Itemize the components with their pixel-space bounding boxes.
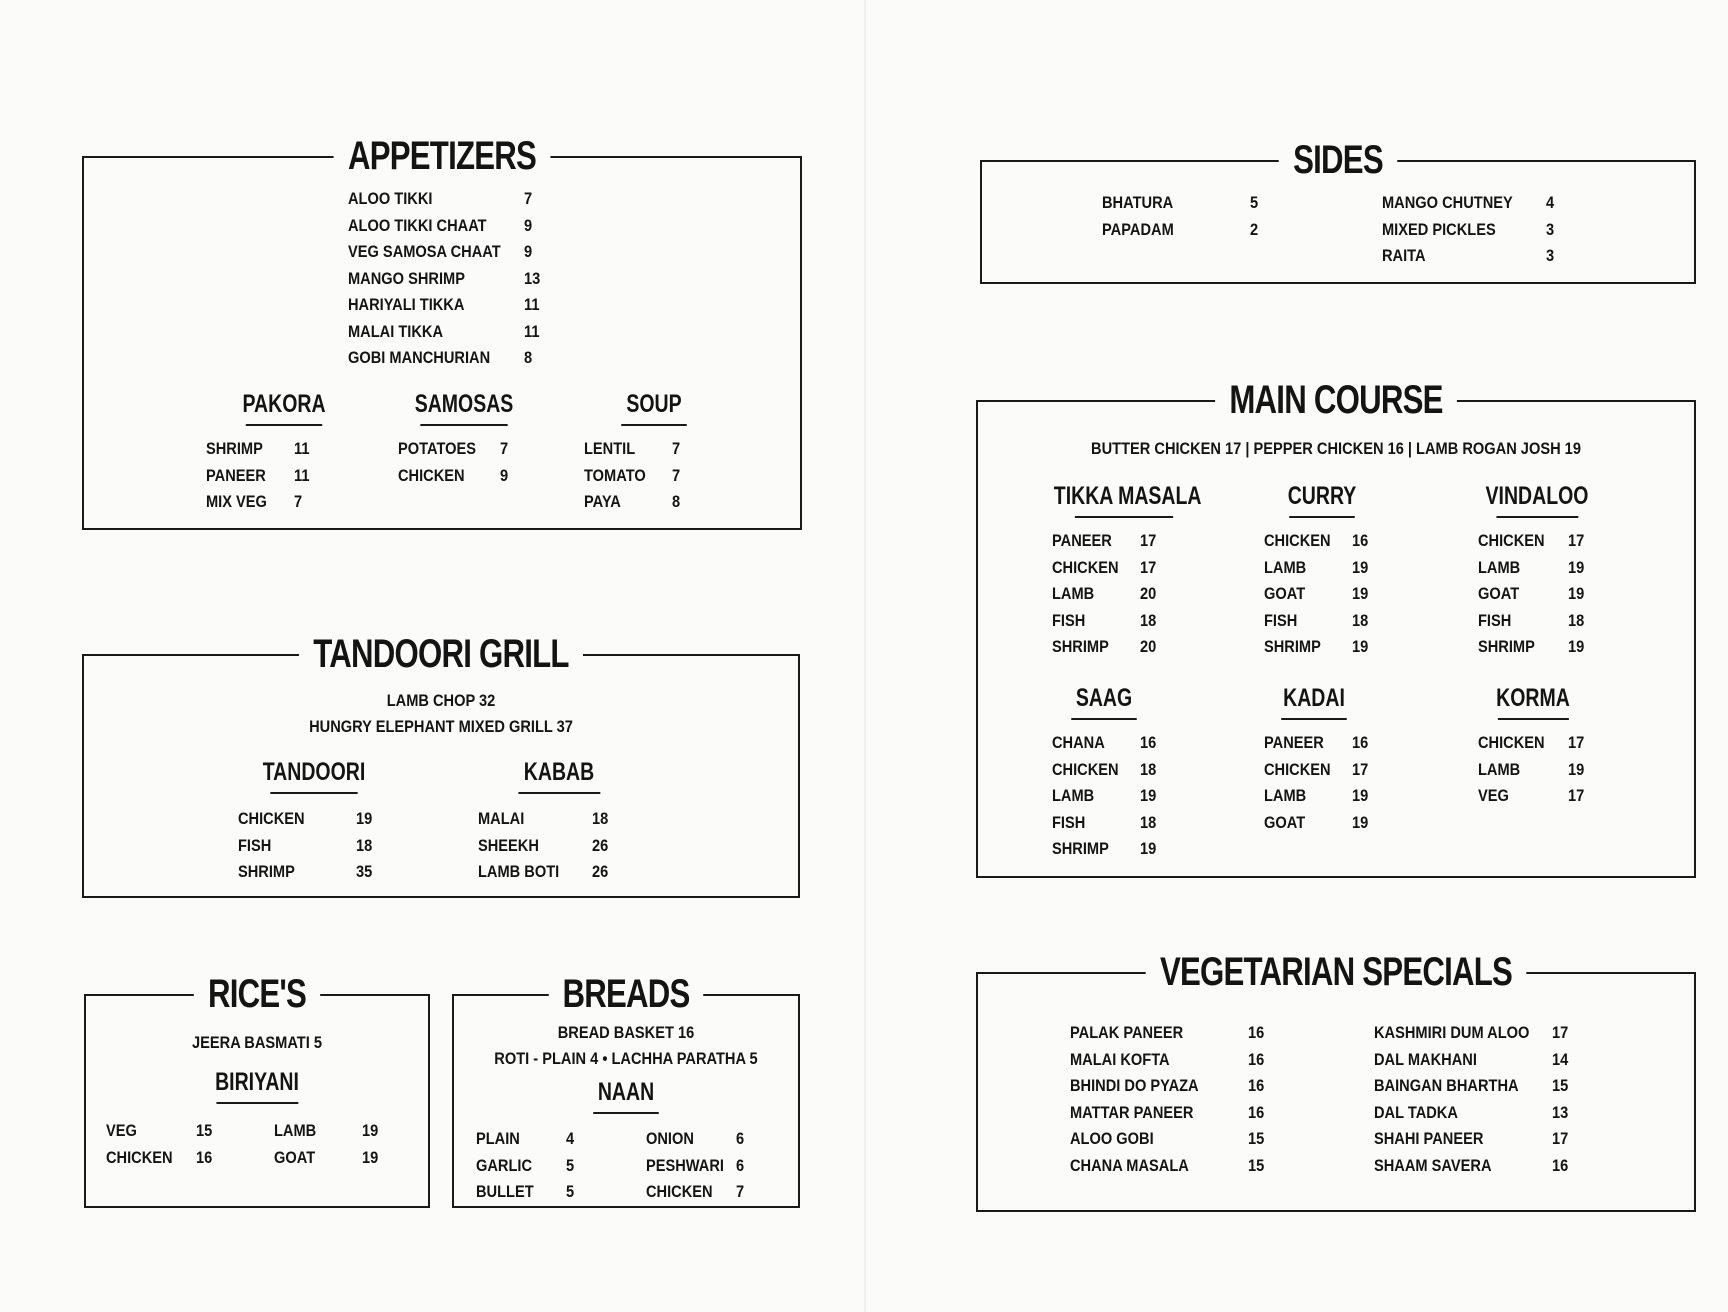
menu-item-price: 26 [592,862,609,881]
menu-item-name: GOAT [1478,584,1520,603]
menu-item-name: PANEER [206,465,266,485]
menu-item-price: 2 [1250,219,1259,239]
naan-heading: NAAN [579,1080,673,1114]
menu-item-price: 3 [1546,246,1555,265]
menu-item-name: SHRIMP [1052,839,1109,858]
menu-item-price: 19 [1568,759,1585,779]
menu-item-price: 17 [1140,557,1157,577]
menu-item-price: 17 [1352,759,1369,779]
menu-item-name: MATTAR PANEER [1070,1102,1194,1122]
menu-item-name: BHINDI DO PYAZA [1070,1076,1199,1095]
menu-item-name: LAMB [1052,786,1095,805]
menu-item-price: 20 [1140,637,1157,656]
sides-section [980,138,1696,284]
main-course-featured-line: BUTTER CHICKEN 17 | PEPPER CHICKEN 16 | LAMB ROGAN JOSH 19 [1091,439,1581,458]
menu-item-name: KASHMIRI DUM ALOO [1374,1023,1530,1042]
menu-item-name: ALOO TIKKI [348,189,433,208]
menu-item-name: CHICKEN [1478,531,1545,550]
menu-item-price: 7 [672,439,681,458]
menu-item-name: DAL MAKHANI [1374,1049,1477,1069]
menu-item-price: 18 [592,809,609,828]
menu-item-price: 17 [1568,531,1585,550]
menu-item-name: GOBI MANCHURIAN [348,348,491,367]
menu-item-name: ONION [646,1129,694,1148]
menu-item-name: CHICKEN [238,809,305,828]
menu-item-price: 4 [1546,193,1555,212]
sides-title: SIDES [1060,140,1615,180]
menu-item-name: LAMB [1478,759,1521,779]
menu-item-name: SHRIMP [1478,637,1535,656]
menu-item-name: VEG [1478,786,1509,805]
menu-item-price: 5 [1250,193,1259,212]
menu-item-price: 5 [566,1155,575,1175]
menu-item-name: SHAAM SAVERA [1374,1155,1492,1175]
main-course-title: MAIN COURSE [1057,380,1615,420]
menu-item-price: 19 [362,1147,379,1167]
menu-item-name: SHRIMP [1264,637,1321,656]
menu-item-name: LENTIL [584,439,636,458]
menu-item-price: 19 [356,809,373,828]
menu-item-name: CHICKEN [1478,733,1545,752]
menu-item-price: 18 [1140,812,1157,832]
menu-item-price: 19 [1352,786,1369,805]
menu-item-price: 16 [1248,1076,1265,1095]
menu-item-name: CHICKEN [1264,531,1331,550]
menu-item-name: HARIYALI TIKKA [348,295,465,314]
menu-item-name: MIXED PICKLES [1382,219,1496,239]
menu-item-price: 9 [524,215,533,235]
menu-item-name: LAMB [1264,786,1307,805]
kadai-heading: KADAI [1267,686,1361,720]
menu-item-name: BHATURA [1102,193,1174,212]
tandoori-heading: TANDOORI [252,760,377,794]
menu-item-price: 11 [524,321,540,341]
menu-item-price: 7 [524,189,533,208]
menu-item-name: BAINGAN BHARTHA [1374,1076,1519,1095]
tandoori-grill-title: TANDOORI GRILL [163,634,720,674]
menu-item-price: 16 [1352,733,1369,752]
menu-item-price: 16 [1352,531,1369,550]
mixed-grill-line: HUNGRY ELEPHANT MIXED GRILL 37 [309,717,573,736]
menu-item-name: MALAI KOFTA [1070,1049,1170,1069]
menu-item-price: 3 [1546,219,1555,239]
appetizers-section [82,134,802,530]
menu-item-price: 19 [362,1121,379,1140]
menu-item-name: LAMB [274,1121,317,1140]
menu-item-price: 11 [294,439,310,458]
roti-line: ROTI - PLAIN 4 • LACHHA PARATHA 5 [494,1049,758,1068]
menu-item-name: CHICKEN [398,465,465,485]
menu-item-name: PALAK PANEER [1070,1023,1184,1042]
menu-item-name: TOMATO [584,465,646,485]
menu-item-price: 13 [1552,1102,1569,1122]
menu-item-price: 16 [1140,733,1157,752]
menu-item-price: 4 [566,1129,575,1148]
menu-item-name: PAYA [584,492,621,511]
kabab-heading: KABAB [501,760,618,794]
menu-item-price: 17 [1552,1129,1569,1148]
lamb-chop-line: LAMB CHOP 32 [386,691,496,710]
menu-item-price: 8 [524,348,533,367]
menu-item-price: 15 [1248,1155,1265,1175]
menu-item-price: 7 [672,465,681,485]
menu-item-price: 17 [1568,733,1585,752]
menu-item-name: MALAI TIKKA [348,321,444,341]
korma-heading: KORMA [1482,686,1583,720]
menu-item-price: 19 [1140,786,1157,805]
jeera-basmati-line: JEERA BASMATI 5 [192,1033,322,1052]
menu-item-name: FISH [1264,610,1298,630]
menu-item-price: 19 [1352,584,1369,603]
menu-item-name: VEG [106,1121,137,1140]
menu-item-price: 16 [196,1147,213,1167]
soup-heading: SOUP [607,392,701,426]
menu-item-name: POTATOES [398,439,476,458]
menu-item-price: 14 [1552,1049,1569,1069]
menu-item-name: PANEER [1052,531,1112,550]
menu-item-name: LAMB [1264,557,1307,577]
menu-item-price: 8 [672,492,681,511]
biriyani-heading: BIRIYANI [199,1070,316,1104]
menu-item-name: CHICKEN [646,1182,713,1201]
menu-item-price: 7 [294,492,303,511]
menu-item-name: BULLET [476,1182,534,1201]
menu-item-name: GARLIC [476,1155,533,1175]
page-fold [864,0,866,1312]
menu-item-price: 9 [524,242,533,261]
saag-heading: SAAG [1057,686,1151,720]
menu-item-name: SHAHI PANEER [1374,1129,1484,1148]
menu-item-price: 18 [1140,759,1157,779]
menu-item-name: DAL TADKA [1374,1102,1458,1122]
appetizers-title: APPETIZERS [163,136,721,176]
menu-item-name: PAPADAM [1102,219,1174,239]
menu-item-price: 18 [1140,610,1157,630]
menu-item-price: 5 [566,1182,575,1201]
menu-item-name: CHANA [1052,733,1105,752]
menu-item-name: LAMB [1052,584,1095,603]
menu-item-name: MANGO SHRIMP [348,268,465,288]
menu-item-name: MIX VEG [206,492,267,511]
menu-item-price: 17 [1140,531,1157,550]
menu-item-name: GOAT [274,1147,316,1167]
menu-item-name: FISH [1478,610,1512,630]
menu-item-price: 17 [1568,786,1585,805]
menu-item-price: 19 [1352,637,1369,656]
menu-item-price: 19 [1140,839,1157,858]
menu-item-price: 19 [1568,557,1585,577]
menu-item-name: FISH [238,835,272,855]
menu-item-price: 16 [1248,1102,1265,1122]
menu-item-name: FISH [1052,812,1086,832]
menu-item-name: FISH [1052,610,1086,630]
rices-title: RICE'S [124,974,391,1014]
menu-item-name: GOAT [1264,584,1306,603]
samosas-heading: SAMOSAS [402,392,527,426]
menu-item-price: 18 [356,835,373,855]
menu-item-price: 18 [1352,610,1369,630]
menu-item-name: SHEEKH [478,835,539,855]
menu-item-price: 17 [1552,1023,1569,1042]
menu-item-price: 18 [1568,610,1585,630]
rices-section [84,972,430,1208]
menu-item-name: ALOO GOBI [1070,1129,1154,1148]
menu-item-price: 11 [524,295,540,314]
menu-item-name: PLAIN [476,1129,520,1148]
menu-item-name: SHRIMP [206,439,263,458]
menu-item-price: 15 [1248,1129,1265,1148]
tikka-masala-heading: TIKKA MASALA [1054,484,1194,518]
curry-heading: CURRY [1275,484,1369,518]
tandoori-grill-section [82,632,800,898]
menu-item-price: 15 [1552,1076,1569,1095]
menu-item-price: 19 [1568,584,1585,603]
menu-item-name: SHRIMP [1052,637,1109,656]
menu-item-name: CHICKEN [106,1147,173,1167]
menu-item-price: 16 [1552,1155,1569,1175]
menu-item-price: 7 [736,1182,745,1201]
menu-item-name: CHICKEN [1264,759,1331,779]
menu-item-name: PESHWARI [646,1155,724,1175]
bread-basket-line: BREAD BASKET 16 [557,1023,695,1042]
menu-item-price: 26 [592,835,609,855]
vegetarian-specials-section [976,950,1696,1212]
menu-item-price: 11 [294,465,310,485]
menu-item-price: 7 [500,439,509,458]
menu-item-price: 15 [196,1121,213,1140]
menu-item-name: PANEER [1264,733,1324,752]
menu-item-name: LAMB BOTI [478,862,560,881]
menu-item-price: 20 [1140,584,1157,603]
menu-item-name: ALOO TIKKI CHAAT [348,215,487,235]
menu-item-price: 6 [736,1155,745,1175]
menu-item-name: RAITA [1382,246,1426,265]
menu-item-name: CHICKEN [1052,557,1119,577]
menu-item-price: 9 [500,465,509,485]
menu-item-name: MALAI [478,809,525,828]
vegetarian-specials-title: VEGETARIAN SPECIALS [1057,952,1615,992]
breads-section [452,972,800,1208]
menu-item-name: CHANA MASALA [1070,1155,1189,1175]
menu-item-name: MANGO CHUTNEY [1382,193,1513,212]
menu-item-name: VEG SAMOSA CHAAT [348,242,501,261]
menu-item-price: 19 [1568,637,1585,656]
menu-item-name: CHICKEN [1052,759,1119,779]
breads-title: BREADS [492,974,760,1014]
menu-item-name: SHRIMP [238,862,295,881]
menu-item-name: GOAT [1264,812,1306,832]
menu-item-price: 35 [356,862,373,881]
menu-item-price: 13 [524,268,541,288]
pakora-heading: PAKORA [229,392,338,426]
menu-item-price: 16 [1248,1023,1265,1042]
menu-item-price: 6 [736,1129,745,1148]
main-course-section [976,378,1696,878]
menu-item-price: 19 [1352,557,1369,577]
menu-item-price: 19 [1352,812,1369,832]
vindaloo-heading: VINDALOO [1479,484,1596,518]
menu-item-price: 16 [1248,1049,1265,1069]
menu-item-name: LAMB [1478,557,1521,577]
